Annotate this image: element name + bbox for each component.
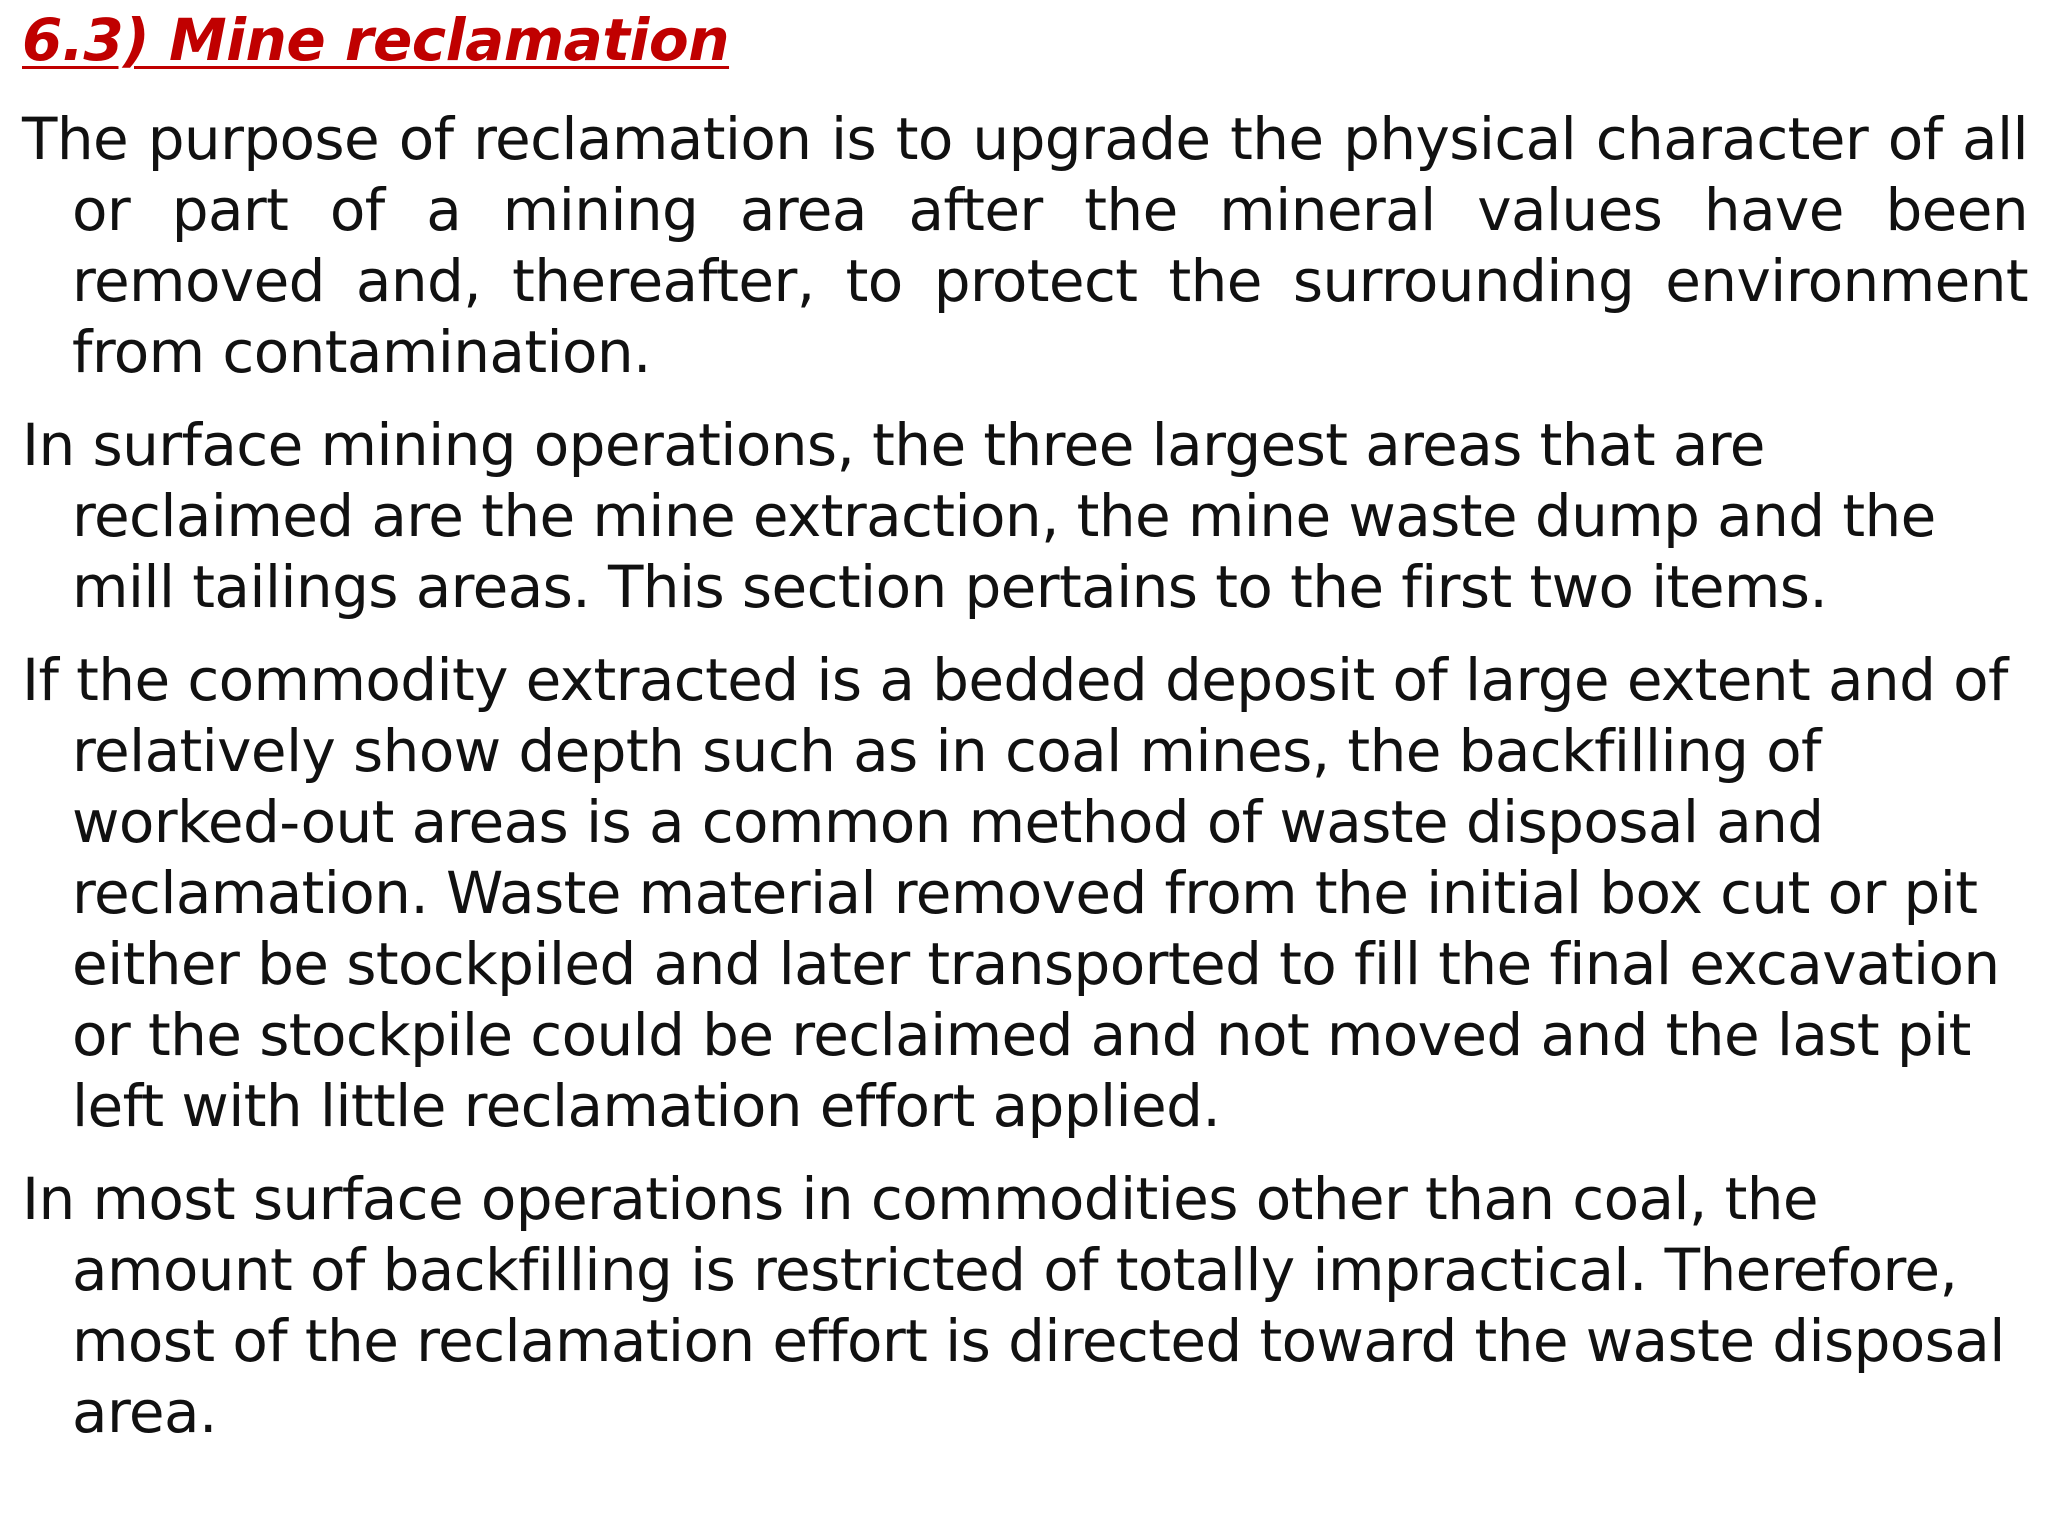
paragraph-surface-mining-areas: In surface mining operations, the three largest areas that are reclaimed are the mine extraction, the mine waste dump and the mill tailings areas. This section pertains to the first two items.: [22, 411, 1936, 621]
slide-title: 6.3) Mine reclamation: [22, 6, 730, 74]
paragraph-other-commodities: In most surface operations in commodities other than coal, the amount of backfilling is restricted of totally impractical. Therefore, most of the reclamation effort is directed toward the waste disposal area.: [22, 1165, 2005, 1446]
slide: [22, 0, 2028, 1536]
paragraph-purpose: The purpose of reclamation is to upgrade the physical character of all or part of a mining area after the mineral values have been removed and, thereafter, to protect the surrounding environment from contamination.: [22, 105, 2028, 386]
paragraph-backfilling: If the commodity extracted is a bedded deposit of large extent and of relatively show depth such as in coal mines, the backfilling of worked-out areas is a common method of waste disposal and reclamation. Waste material removed from the initial box cut or pit either be stockpiled and later transported to fill the final excavation or the stockpile could be reclaimed and not moved and the last pit left with little reclamation effort applied.: [22, 646, 2008, 1140]
